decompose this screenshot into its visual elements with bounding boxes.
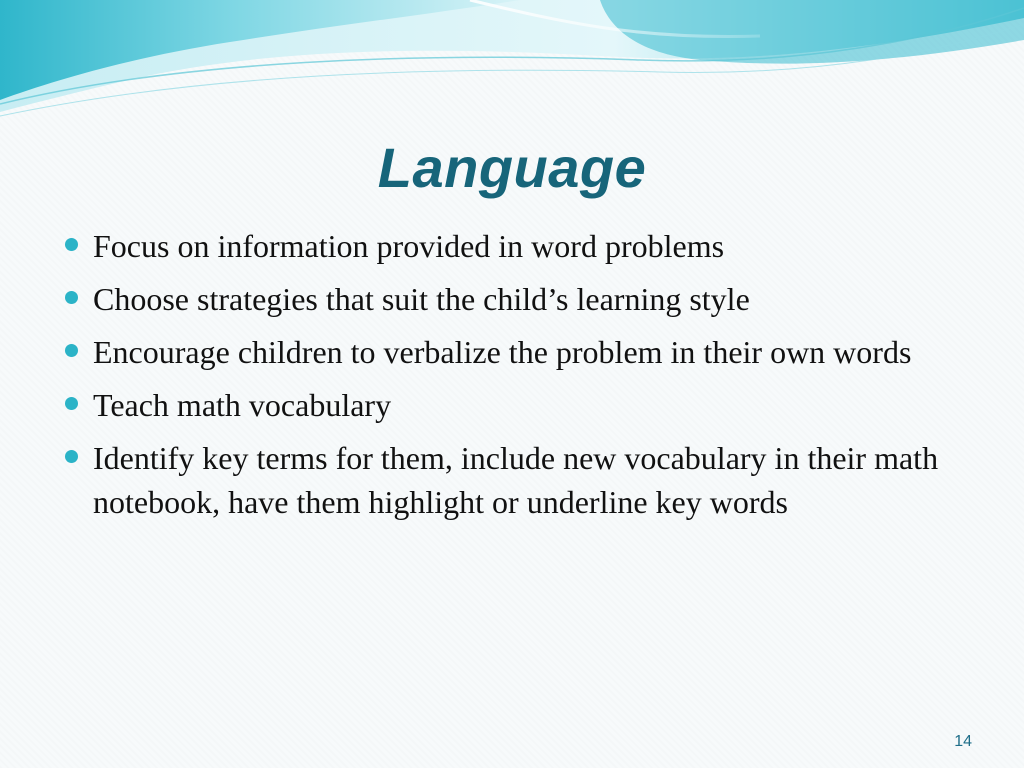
bullet-list — [64, 224, 974, 533]
page-number: 14 — [954, 733, 972, 750]
bullet-text: Teach math vocabulary — [93, 387, 392, 423]
bullet-item — [64, 330, 974, 374]
bullet-text: Choose strategies that suit the child’s learning style — [93, 281, 750, 317]
bullet-marker-icon — [65, 238, 78, 251]
bullet-marker-icon — [65, 344, 78, 357]
bullet-marker-icon — [65, 397, 78, 410]
bullet-item — [64, 224, 974, 268]
bullet-item — [64, 277, 974, 321]
bullet-marker-icon — [65, 291, 78, 304]
bullet-text: Focus on information provided in word problems — [93, 228, 725, 264]
bullet-item — [64, 383, 974, 427]
decorative-wave-header — [0, 0, 1024, 130]
bullet-text: Identify key terms for them, include new vocabulary in their math notebook, have them highlight or underline key words — [93, 440, 939, 520]
bullet-text: Encourage children to verbalize the problem in their own words — [93, 334, 912, 370]
bullet-marker-icon — [65, 450, 78, 463]
slide-title: Language — [377, 136, 647, 199]
bullet-item — [64, 436, 974, 524]
